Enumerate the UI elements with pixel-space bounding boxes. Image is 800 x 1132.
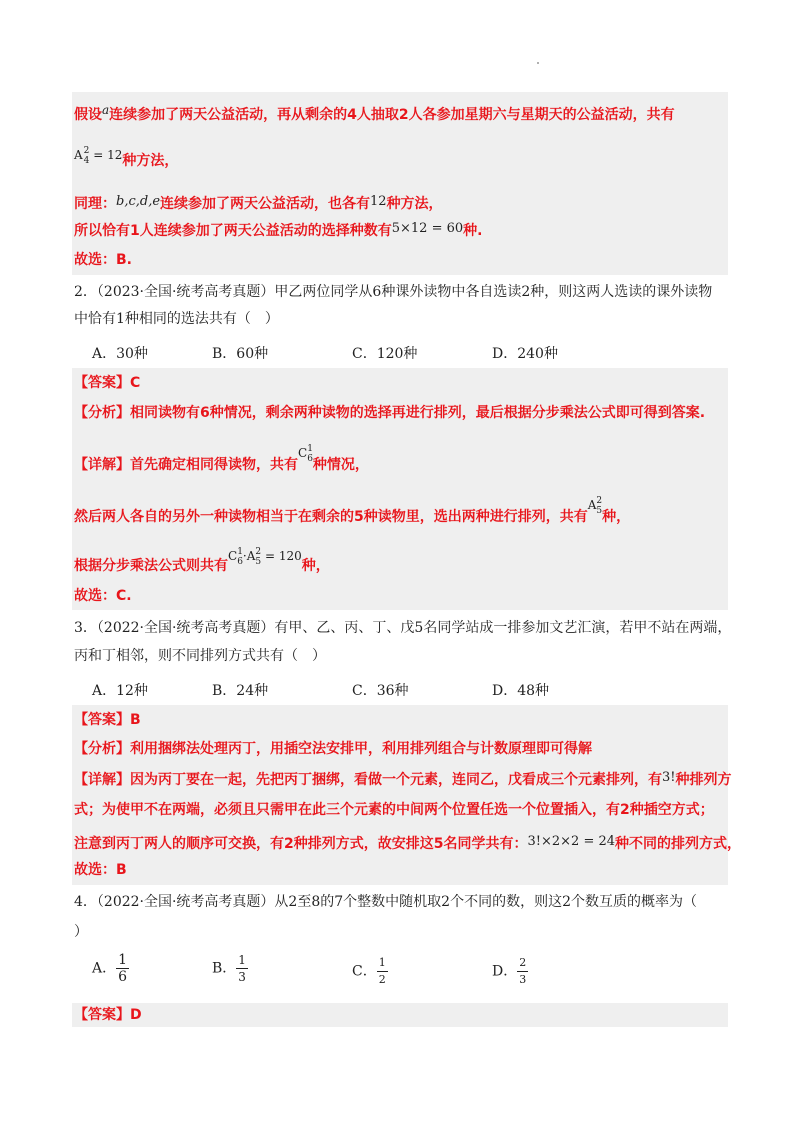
- choose-line: 故选：C.: [74, 588, 132, 604]
- solution-line: 假设a连续参加了两天公益活动，再从剩余的4人抽取2人各参加星期六与星期天的公益活动，共有: [74, 103, 675, 123]
- solution-line: 故选：B.: [74, 252, 132, 268]
- detail-line: 根据分步乘法公式则共有C 1 6 ·A 2 5 = 120种，: [74, 546, 330, 574]
- analysis-line: 【分析】利用捆绑法处理丙丁，用插空法安排甲，利用排列组合与计数原理即可得解: [74, 741, 592, 757]
- detail-line: 然后两人各自的另外一种读物相当于在剩余的5种读物里，选出两种进行排列，共有A 2 5 种，: [74, 495, 631, 525]
- option-a: A．12种: [92, 683, 148, 699]
- solution-line: 所以恰有1人连续参加了两天公益活动的选择种数有5×12 = 60种.: [74, 221, 483, 239]
- option-b: B．60种: [212, 346, 269, 362]
- answer-line: 【答案】D: [74, 1007, 142, 1023]
- page-mark: [537, 62, 539, 64]
- solution-shade-4: [72, 1003, 728, 1027]
- option-c: C． $\frac{1}{2}$: [352, 956, 386, 986]
- solution-line: 同理：b,c,d,e连续参加了两天公益活动，也各有12种方法，: [74, 194, 443, 212]
- solution-shade-3: [72, 705, 728, 885]
- detail-line: 注意到丙丁两人的顺序可交换，有2种排列方式，故安排这5名同学共有：3!×2×2 = 24种不同的排列方式，: [74, 834, 742, 852]
- answer-line: 【答案】C: [74, 375, 141, 391]
- option-d: D． $\frac{2}{3}$: [492, 956, 527, 986]
- answer-line: 【答案】B: [74, 712, 141, 728]
- detail-line: 式；为使甲不在两端，必须且只需甲在此三个元素的中间两个位置任选一个位置插入，有2种插空方式；: [74, 802, 714, 818]
- question-stem: 中恰有1种相同的选法共有（ ）: [74, 311, 279, 327]
- option-a: A．30种: [92, 346, 148, 362]
- solution-line: A 2 4 = 12种方法，: [74, 145, 179, 169]
- question-stem: 3．（2022·全国·统考高考真题）有甲、乙、丙、丁、戊5名同学站成一排参加文艺汇演，若甲不站在两端，: [74, 620, 732, 636]
- choose-line: 故选：B: [74, 862, 127, 878]
- option-d: D．240种: [492, 346, 558, 362]
- analysis-line: 【分析】相同读物有6种情况，剩余两种读物的选择再进行排列，最后根据分步乘法公式即可得到答案.: [74, 405, 706, 421]
- question-stem: 2．（2023·全国·统考高考真题）甲乙两位同学从6种课外读物中各自选读2种，则这两人选读的课外读物: [74, 284, 713, 300]
- option-c: C．120种: [352, 346, 418, 362]
- option-b: B．24种: [212, 683, 269, 699]
- question-stem: 丙和丁相邻，则不同排列方式共有（ ）: [74, 648, 326, 664]
- detail-line: 【详解】首先确定相同得读物，共有C 1 6 种情况，: [74, 443, 369, 473]
- option-d: D．48种: [492, 683, 550, 699]
- option-a: A． $\frac{1}{6}$: [92, 952, 128, 985]
- option-c: C．36种: [352, 683, 409, 699]
- question-stem: ）: [74, 924, 88, 940]
- question-stem: 4．（2022·全国·统考高考真题）从2至8的7个整数中随机取2个不同的数，则这2个数互质的概率为（: [74, 894, 697, 910]
- detail-line: 【详解】因为丙丁要在一起，先把丙丁捆绑，看做一个元素，连同乙，戊看成三个元素排列，有3!种排列方: [74, 770, 732, 788]
- option-b: B． $\frac{1}{3}$: [212, 953, 246, 984]
